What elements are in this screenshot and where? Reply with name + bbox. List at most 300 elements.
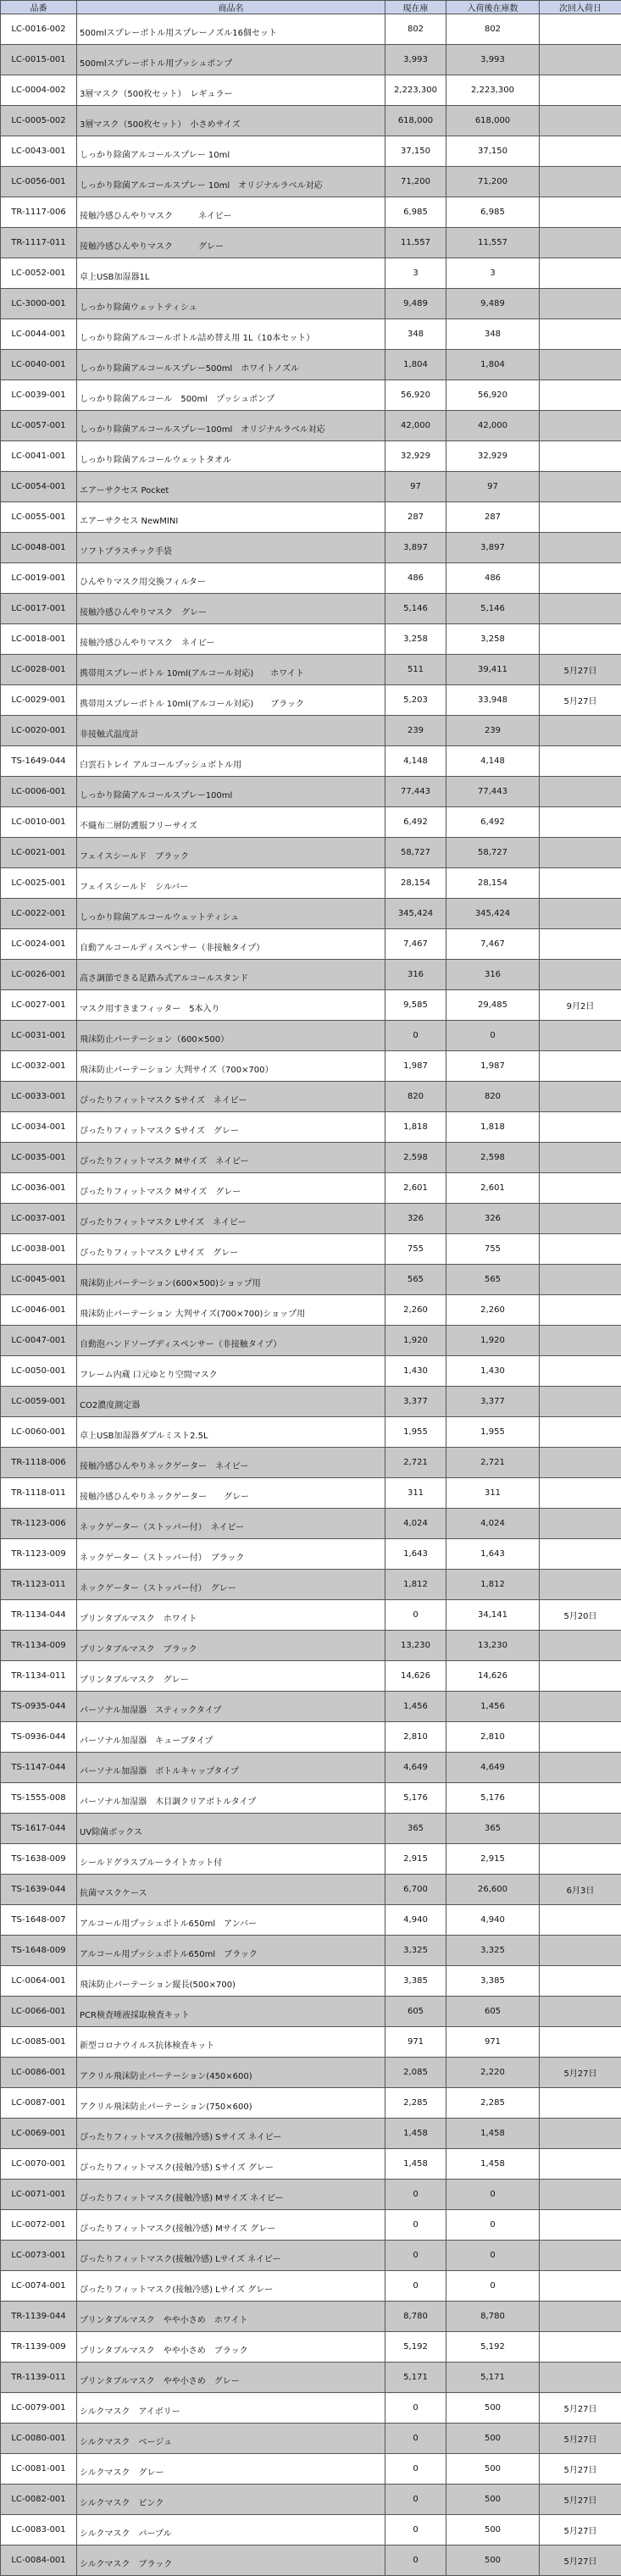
table-row <box>1 350 621 380</box>
table-row <box>1 1387 621 1417</box>
header-row <box>1 1 621 14</box>
next-arrival-date-cell <box>540 2241 621 2271</box>
item-code-cell: LC-0084-001 <box>1 2546 77 2576</box>
table-row <box>1 1570 621 1600</box>
product-name-cell: 3層マスク（500枚セット） 小さめサイズ <box>77 106 385 136</box>
after-arrival-stock-cell: 0 <box>446 1021 540 1051</box>
current-stock-cell: 71,200 <box>385 167 446 197</box>
item-code-cell: LC-0015-001 <box>1 45 77 75</box>
table-row <box>1 1417 621 1448</box>
after-arrival-stock-cell: 500 <box>446 2393 540 2424</box>
item-code-cell: LC-0044-001 <box>1 319 77 350</box>
table-row <box>1 502 621 533</box>
product-name-cell: 不織布二層防護服フリーサイズ <box>77 807 385 838</box>
next-arrival-date-cell <box>540 2119 621 2149</box>
after-arrival-stock-cell: 4,148 <box>446 746 540 777</box>
after-arrival-stock-cell: 3,377 <box>446 1387 540 1417</box>
product-name-cell: アクリル飛沫防止パーテーション(450×600) <box>77 2058 385 2088</box>
table-row <box>1 1875 621 1905</box>
item-code-cell: LC-0071-001 <box>1 2180 77 2210</box>
product-name-cell: エアーサクセス Pocket <box>77 472 385 502</box>
item-code-cell: LC-0052-001 <box>1 258 77 289</box>
after-arrival-stock-cell: 42,000 <box>446 411 540 441</box>
current-stock-cell: 565 <box>385 1265 446 1295</box>
header-code: 品番 <box>1 1 77 14</box>
item-code-cell: TR-1118-011 <box>1 1478 77 1509</box>
product-name-cell: 自動アルコールディスペンサー（非接触タイプ） <box>77 929 385 960</box>
current-stock-cell: 1,804 <box>385 350 446 380</box>
after-arrival-stock-cell: 3,897 <box>446 533 540 563</box>
current-stock-cell: 1,458 <box>385 2149 446 2180</box>
item-code-cell: LC-0059-001 <box>1 1387 77 1417</box>
after-arrival-stock-cell: 2,810 <box>446 1722 540 1753</box>
after-arrival-stock-cell: 37,150 <box>446 136 540 167</box>
table-row <box>1 2393 621 2424</box>
table-row <box>1 1753 621 1783</box>
after-arrival-stock-cell: 3,993 <box>446 45 540 75</box>
next-arrival-date-cell <box>540 746 621 777</box>
product-name-cell: パーソナル加湿器 スティックタイプ <box>77 1692 385 1722</box>
item-code-cell: LC-0046-001 <box>1 1295 77 1326</box>
item-code-cell: LC-0026-001 <box>1 960 77 990</box>
item-code-cell: LC-0024-001 <box>1 929 77 960</box>
current-stock-cell: 511 <box>385 655 446 685</box>
next-arrival-date-cell <box>540 1295 621 1326</box>
item-code-cell: TS-0936-044 <box>1 1722 77 1753</box>
product-name-cell: 携帯用スプレーボトル 10ml(アルコール対応) ホワイト <box>77 655 385 685</box>
after-arrival-stock-cell: 618,000 <box>446 106 540 136</box>
item-code-cell: TR-1117-006 <box>1 197 77 228</box>
item-code-cell: LC-0021-001 <box>1 838 77 868</box>
product-name-cell: シルクマスク ピンク <box>77 2485 385 2515</box>
product-name-cell: ネックゲーター（ストッパー付） ブラック <box>77 1539 385 1570</box>
table-row <box>1 106 621 136</box>
current-stock-cell: 1,920 <box>385 1326 446 1356</box>
table-row <box>1 2546 621 2576</box>
item-code-cell: LC-0050-001 <box>1 1356 77 1387</box>
current-stock-cell: 7,467 <box>385 929 446 960</box>
after-arrival-stock-cell: 287 <box>446 502 540 533</box>
product-name-cell: 接触冷感ひんやりマスク グレー <box>77 228 385 258</box>
current-stock-cell: 3,377 <box>385 1387 446 1417</box>
current-stock-cell: 0 <box>385 2180 446 2210</box>
after-arrival-stock-cell: 26,600 <box>446 1875 540 1905</box>
next-arrival-date-cell <box>540 2363 621 2393</box>
product-name-cell: 飛沫防止パーテーション縦長(500×700) <box>77 1966 385 1997</box>
current-stock-cell: 6,700 <box>385 1875 446 1905</box>
current-stock-cell: 618,000 <box>385 106 446 136</box>
after-arrival-stock-cell: 32,929 <box>446 441 540 472</box>
next-arrival-date-cell <box>540 1539 621 1570</box>
after-arrival-stock-cell: 2,601 <box>446 1173 540 1204</box>
next-arrival-date-cell <box>540 1356 621 1387</box>
product-name-cell: プリンタブルマスク やや小さめ ホワイト <box>77 2302 385 2332</box>
current-stock-cell: 37,150 <box>385 136 446 167</box>
current-stock-cell: 1,818 <box>385 1112 446 1143</box>
table-row <box>1 1478 621 1509</box>
current-stock-cell: 0 <box>385 2393 446 2424</box>
table-row <box>1 1905 621 1936</box>
table-row <box>1 136 621 167</box>
current-stock-cell: 0 <box>385 1600 446 1631</box>
next-arrival-date-cell <box>540 1417 621 1448</box>
product-name-cell: パーソナル加湿器 ボトルキャップタイプ <box>77 1753 385 1783</box>
table-row <box>1 1326 621 1356</box>
current-stock-cell: 11,557 <box>385 228 446 258</box>
product-name-cell: 飛沫防止パーテーション（600×500） <box>77 1021 385 1051</box>
current-stock-cell: 5,203 <box>385 685 446 716</box>
product-name-cell: ネックゲーター（ストッパー付） ネイビー <box>77 1509 385 1539</box>
after-arrival-stock-cell: 1,458 <box>446 2119 540 2149</box>
current-stock-cell: 311 <box>385 1478 446 1509</box>
next-arrival-date-cell <box>540 1966 621 1997</box>
after-arrival-stock-cell: 8,780 <box>446 2302 540 2332</box>
next-arrival-date-cell <box>540 777 621 807</box>
next-arrival-date-cell <box>540 1448 621 1478</box>
product-name-cell: 接触冷感ひんやりマスク ネイビー <box>77 624 385 655</box>
item-code-cell: LC-3000-001 <box>1 289 77 319</box>
product-name-cell: 接触冷感ひんやりマスク グレー <box>77 594 385 624</box>
item-code-cell: TR-1123-011 <box>1 1570 77 1600</box>
current-stock-cell: 0 <box>385 2271 446 2302</box>
item-code-cell: LC-0080-001 <box>1 2424 77 2454</box>
table-row <box>1 2271 621 2302</box>
current-stock-cell: 3,325 <box>385 1936 446 1966</box>
table-body <box>1 14 621 2576</box>
table-row <box>1 1844 621 1875</box>
item-code-cell: LC-0034-001 <box>1 1112 77 1143</box>
item-code-cell: LC-0004-002 <box>1 75 77 106</box>
next-arrival-date-cell <box>540 838 621 868</box>
table-row <box>1 1204 621 1234</box>
current-stock-cell: 4,940 <box>385 1905 446 1936</box>
current-stock-cell: 3,385 <box>385 1966 446 1997</box>
current-stock-cell: 6,985 <box>385 197 446 228</box>
next-arrival-date-cell <box>540 228 621 258</box>
table-row <box>1 1600 621 1631</box>
next-arrival-date-cell <box>540 2180 621 2210</box>
table-row <box>1 1692 621 1722</box>
table-row <box>1 1112 621 1143</box>
current-stock-cell: 0 <box>385 2210 446 2241</box>
after-arrival-stock-cell: 820 <box>446 1082 540 1112</box>
next-arrival-date-cell <box>540 624 621 655</box>
table-row <box>1 624 621 655</box>
after-arrival-stock-cell: 3 <box>446 258 540 289</box>
product-name-cell: 白雲石トレイ アルコールプッシュボトル用 <box>77 746 385 777</box>
table-row <box>1 2058 621 2088</box>
next-arrival-date-cell <box>540 1997 621 2027</box>
current-stock-cell: 605 <box>385 1997 446 2027</box>
product-name-cell: ぴったりフィットマスク Lサイズ ネイビー <box>77 1204 385 1234</box>
product-name-cell: アルコール用プッシュボトル650ml ブラック <box>77 1936 385 1966</box>
item-code-cell: LC-0018-001 <box>1 624 77 655</box>
item-code-cell: TR-1134-044 <box>1 1600 77 1631</box>
next-arrival-date-cell <box>540 2210 621 2241</box>
item-code-cell: TS-1648-009 <box>1 1936 77 1966</box>
after-arrival-stock-cell: 1,456 <box>446 1692 540 1722</box>
product-name-cell: しっかり除菌アルコールスプレー 10ml <box>77 136 385 167</box>
next-arrival-date-cell <box>540 1478 621 1509</box>
current-stock-cell: 2,598 <box>385 1143 446 1173</box>
after-arrival-stock-cell: 2,598 <box>446 1143 540 1173</box>
after-arrival-stock-cell: 0 <box>446 2210 540 2241</box>
current-stock-cell: 1,643 <box>385 1539 446 1570</box>
item-code-cell: LC-0037-001 <box>1 1204 77 1234</box>
product-name-cell: ぴったりフィットマスク(接触冷感) Sサイズ グレー <box>77 2149 385 2180</box>
after-arrival-stock-cell: 28,154 <box>446 868 540 899</box>
next-arrival-date-cell <box>540 1631 621 1661</box>
next-arrival-date-cell <box>540 2271 621 2302</box>
next-arrival-date-cell <box>540 197 621 228</box>
item-code-cell: LC-0016-002 <box>1 14 77 45</box>
next-arrival-date-cell <box>540 472 621 502</box>
table-row <box>1 990 621 1021</box>
next-arrival-date-cell <box>540 289 621 319</box>
current-stock-cell: 28,154 <box>385 868 446 899</box>
next-arrival-date-cell <box>540 1844 621 1875</box>
current-stock-cell: 3 <box>385 258 446 289</box>
next-arrival-date-cell <box>540 502 621 533</box>
table-row <box>1 2180 621 2210</box>
table-row <box>1 2485 621 2515</box>
table-row <box>1 1936 621 1966</box>
current-stock-cell: 971 <box>385 2027 446 2058</box>
after-arrival-stock-cell: 34,141 <box>446 1600 540 1631</box>
product-name-cell: プリンタブルマスク やや小さめ グレー <box>77 2363 385 2393</box>
item-code-cell: LC-0027-001 <box>1 990 77 1021</box>
current-stock-cell: 326 <box>385 1204 446 1234</box>
item-code-cell: LC-0017-001 <box>1 594 77 624</box>
product-name-cell: しっかり除菌アルコールスプレー500ml ホワイトノズル <box>77 350 385 380</box>
product-name-cell: ぴったりフィットマスク(接触冷感) Lサイズ ネイビー <box>77 2241 385 2271</box>
table-row <box>1 1082 621 1112</box>
after-arrival-stock-cell: 2,220 <box>446 2058 540 2088</box>
after-arrival-stock-cell: 2,223,300 <box>446 75 540 106</box>
next-arrival-date-cell <box>540 2302 621 2332</box>
product-name-cell: しっかり除菌アルコールスプレー100ml <box>77 777 385 807</box>
after-arrival-stock-cell: 500 <box>446 2454 540 2485</box>
next-arrival-date-cell <box>540 106 621 136</box>
after-arrival-stock-cell: 58,727 <box>446 838 540 868</box>
table-row <box>1 1173 621 1204</box>
item-code-cell: TS-1638-009 <box>1 1844 77 1875</box>
product-name-cell: ひんやりマスク用交換フィルター <box>77 563 385 594</box>
after-arrival-stock-cell: 239 <box>446 716 540 746</box>
product-name-cell: 卓上USB加湿器1L <box>77 258 385 289</box>
item-code-cell: LC-0040-001 <box>1 350 77 380</box>
product-name-cell: しっかり除菌アルコールスプレー 10ml オリジナルラベル対応 <box>77 167 385 197</box>
next-arrival-date-cell <box>540 1021 621 1051</box>
current-stock-cell: 32,929 <box>385 441 446 472</box>
product-name-cell: ぴったりフィットマスク(接触冷感) Mサイズ ネイビー <box>77 2180 385 2210</box>
table-row <box>1 319 621 350</box>
product-name-cell: ぴったりフィットマスク Sサイズ ネイビー <box>77 1082 385 1112</box>
next-arrival-date-cell <box>540 533 621 563</box>
product-name-cell: 非接触式温度計 <box>77 716 385 746</box>
next-arrival-date-cell <box>540 258 621 289</box>
current-stock-cell: 316 <box>385 960 446 990</box>
item-code-cell: LC-0087-001 <box>1 2088 77 2119</box>
current-stock-cell: 42,000 <box>385 411 446 441</box>
next-arrival-date-cell <box>540 1051 621 1082</box>
next-arrival-date-cell <box>540 1661 621 1692</box>
product-name-cell: プリンタブルマスク ホワイト <box>77 1600 385 1631</box>
table-row <box>1 2210 621 2241</box>
current-stock-cell: 348 <box>385 319 446 350</box>
item-code-cell: LC-0079-001 <box>1 2393 77 2424</box>
next-arrival-date-cell <box>540 716 621 746</box>
header-after-stock: 入荷後在庫数 <box>446 1 540 14</box>
product-name-cell: 自動泡ハンドソープディスペンサー（非接触タイプ） <box>77 1326 385 1356</box>
after-arrival-stock-cell: 2,915 <box>446 1844 540 1875</box>
table-row <box>1 1631 621 1661</box>
product-name-cell: 500mlスプレーボトル用スプレーノズル16個セット <box>77 14 385 45</box>
next-arrival-date-cell <box>540 45 621 75</box>
after-arrival-stock-cell: 4,940 <box>446 1905 540 1936</box>
after-arrival-stock-cell: 1,458 <box>446 2149 540 2180</box>
table-row <box>1 1143 621 1173</box>
item-code-cell: TS-1649-044 <box>1 746 77 777</box>
current-stock-cell: 58,727 <box>385 838 446 868</box>
next-arrival-date-cell <box>540 929 621 960</box>
item-code-cell: TS-0935-044 <box>1 1692 77 1722</box>
table-row <box>1 45 621 75</box>
product-name-cell: シルクマスク グレー <box>77 2454 385 2485</box>
after-arrival-stock-cell: 5,146 <box>446 594 540 624</box>
after-arrival-stock-cell: 1,955 <box>446 1417 540 1448</box>
next-arrival-date-cell <box>540 1265 621 1295</box>
item-code-cell: TS-1617-044 <box>1 1814 77 1844</box>
item-code-cell: TS-1555-008 <box>1 1783 77 1814</box>
item-code-cell: LC-0033-001 <box>1 1082 77 1112</box>
after-arrival-stock-cell: 2,260 <box>446 1295 540 1326</box>
next-arrival-date-cell <box>540 1112 621 1143</box>
table-row <box>1 563 621 594</box>
current-stock-cell: 97 <box>385 472 446 502</box>
table-row <box>1 2088 621 2119</box>
table-row <box>1 2424 621 2454</box>
next-arrival-date-cell: 5月20日 <box>540 1600 621 1631</box>
product-name-cell: ネックゲーター（ストッパー付） グレー <box>77 1570 385 1600</box>
current-stock-cell: 1,430 <box>385 1356 446 1387</box>
next-arrival-date-cell <box>540 1326 621 1356</box>
current-stock-cell: 4,148 <box>385 746 446 777</box>
table-row <box>1 1814 621 1844</box>
current-stock-cell: 14,626 <box>385 1661 446 1692</box>
current-stock-cell: 2,223,300 <box>385 75 446 106</box>
next-arrival-date-cell <box>540 868 621 899</box>
product-name-cell: 500mlスプレーボトル用プッシュポンプ <box>77 45 385 75</box>
item-code-cell: LC-0069-001 <box>1 2119 77 2149</box>
after-arrival-stock-cell: 500 <box>446 2515 540 2546</box>
current-stock-cell: 56,920 <box>385 380 446 411</box>
table-row <box>1 1783 621 1814</box>
current-stock-cell: 1,456 <box>385 1692 446 1722</box>
item-code-cell: LC-0028-001 <box>1 655 77 685</box>
current-stock-cell: 1,812 <box>385 1570 446 1600</box>
product-name-cell: しっかり除菌アルコールスプレー100ml オリジナルラベル対応 <box>77 411 385 441</box>
next-arrival-date-cell <box>540 1234 621 1265</box>
after-arrival-stock-cell: 348 <box>446 319 540 350</box>
item-code-cell: TR-1123-009 <box>1 1539 77 1570</box>
after-arrival-stock-cell: 500 <box>446 2485 540 2515</box>
product-name-cell: 飛沫防止パーテーション 大判サイズ（700×700） <box>77 1051 385 1082</box>
current-stock-cell: 2,810 <box>385 1722 446 1753</box>
next-arrival-date-cell <box>540 380 621 411</box>
after-arrival-stock-cell: 3,325 <box>446 1936 540 1966</box>
product-name-cell: シルクマスク アイボリー <box>77 2393 385 2424</box>
table-row <box>1 2027 621 2058</box>
current-stock-cell: 2,721 <box>385 1448 446 1478</box>
item-code-cell: LC-0048-001 <box>1 533 77 563</box>
item-code-cell: LC-0005-002 <box>1 106 77 136</box>
table-row <box>1 838 621 868</box>
after-arrival-stock-cell: 311 <box>446 1478 540 1509</box>
item-code-cell: LC-0035-001 <box>1 1143 77 1173</box>
item-code-cell: TR-1139-044 <box>1 2302 77 2332</box>
item-code-cell: LC-0073-001 <box>1 2241 77 2271</box>
after-arrival-stock-cell: 971 <box>446 2027 540 2058</box>
table-row <box>1 1265 621 1295</box>
item-code-cell: LC-0019-001 <box>1 563 77 594</box>
next-arrival-date-cell <box>540 1783 621 1814</box>
current-stock-cell: 0 <box>385 2546 446 2576</box>
table-row <box>1 929 621 960</box>
table-row <box>1 411 621 441</box>
item-code-cell: TS-1648-007 <box>1 1905 77 1936</box>
product-name-cell: フェイスシールド ブラック <box>77 838 385 868</box>
product-name-cell: CO2濃度測定器 <box>77 1387 385 1417</box>
after-arrival-stock-cell: 5,192 <box>446 2332 540 2363</box>
product-name-cell: 接触冷感ひんやりネックゲーター ネイビー <box>77 1448 385 1478</box>
next-arrival-date-cell <box>540 1722 621 1753</box>
table-row <box>1 960 621 990</box>
next-arrival-date-cell: 5月27日 <box>540 2454 621 2485</box>
current-stock-cell: 9,489 <box>385 289 446 319</box>
current-stock-cell: 6,492 <box>385 807 446 838</box>
after-arrival-stock-cell: 0 <box>446 2180 540 2210</box>
item-code-cell: LC-0066-001 <box>1 1997 77 2027</box>
product-name-cell: 接触冷感ひんやりマスク ネイビー <box>77 197 385 228</box>
item-code-cell: LC-0081-001 <box>1 2454 77 2485</box>
next-arrival-date-cell <box>540 899 621 929</box>
product-name-cell: ぴったりフィットマスク Sサイズ グレー <box>77 1112 385 1143</box>
after-arrival-stock-cell: 486 <box>446 563 540 594</box>
current-stock-cell: 1,955 <box>385 1417 446 1448</box>
after-arrival-stock-cell: 1,812 <box>446 1570 540 1600</box>
table-row <box>1 167 621 197</box>
product-name-cell: 卓上USB加湿器ダブルミスト2.5L <box>77 1417 385 1448</box>
product-name-cell: しっかり除菌アルコールボトル詰め替え用 1L（10本セット） <box>77 319 385 350</box>
product-name-cell: しっかり除菌アルコールウェットティシュ <box>77 899 385 929</box>
table-row <box>1 2241 621 2271</box>
product-name-cell: シルクマスク ベージュ <box>77 2424 385 2454</box>
next-arrival-date-cell <box>540 1570 621 1600</box>
item-code-cell: LC-0010-001 <box>1 807 77 838</box>
after-arrival-stock-cell: 0 <box>446 2241 540 2271</box>
after-arrival-stock-cell: 39,411 <box>446 655 540 685</box>
current-stock-cell: 0 <box>385 2485 446 2515</box>
next-arrival-date-cell: 5月27日 <box>540 655 621 685</box>
next-arrival-date-cell <box>540 1082 621 1112</box>
table-row <box>1 228 621 258</box>
current-stock-cell: 820 <box>385 1082 446 1112</box>
item-code-cell: LC-0020-001 <box>1 716 77 746</box>
item-code-cell: TR-1134-009 <box>1 1631 77 1661</box>
next-arrival-date-cell <box>540 2027 621 2058</box>
item-code-cell: TR-1123-006 <box>1 1509 77 1539</box>
